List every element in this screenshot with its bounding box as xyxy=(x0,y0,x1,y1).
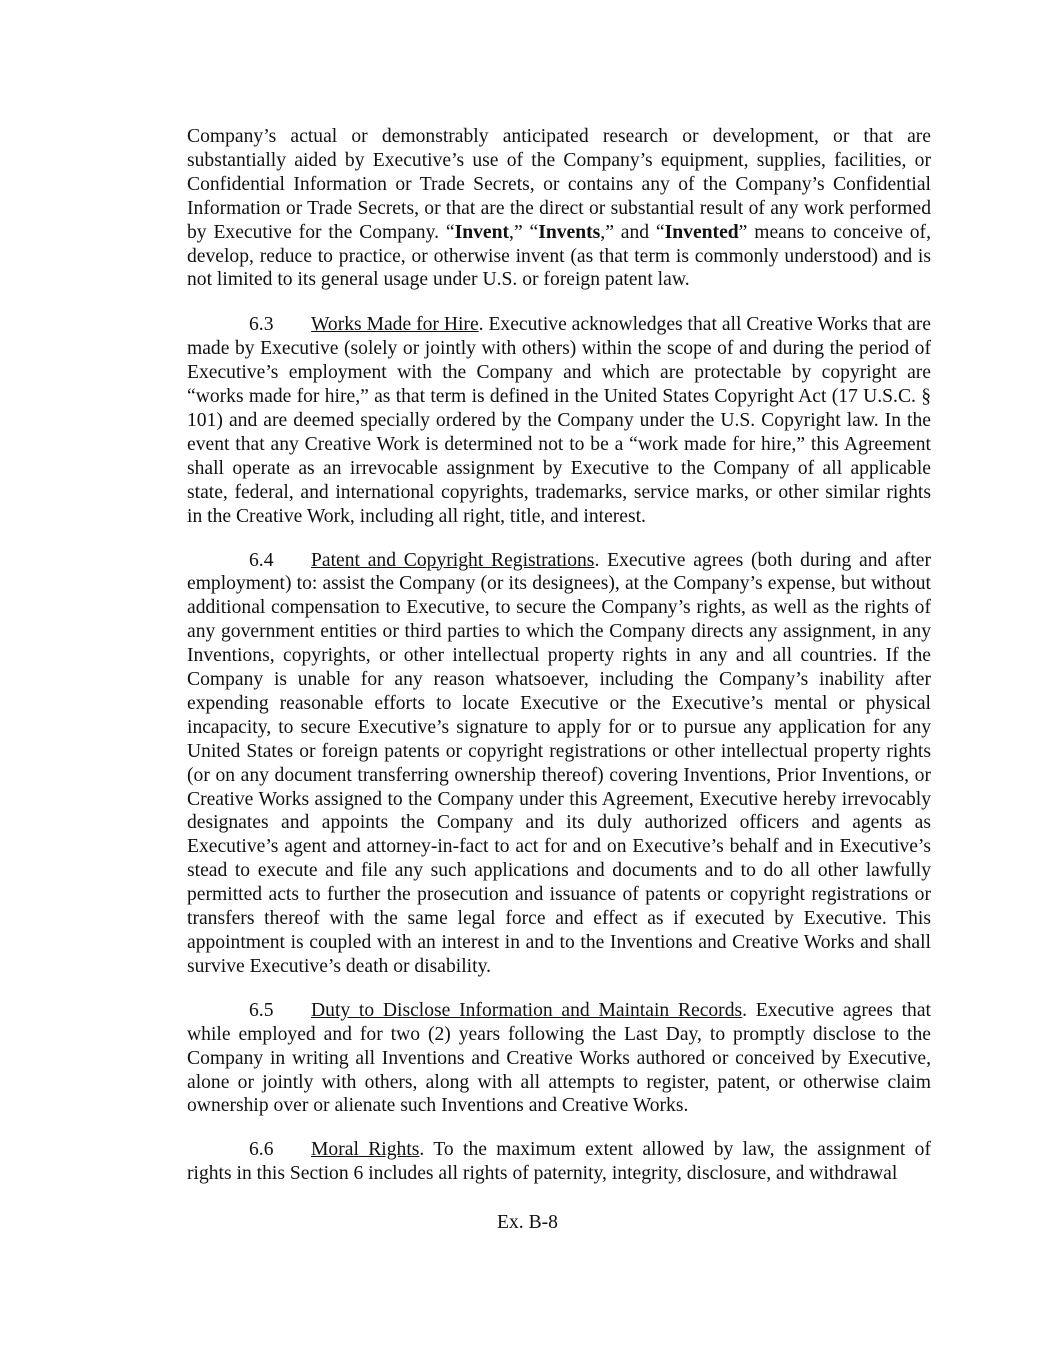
section-6-6 xyxy=(187,1138,931,1186)
page-number: Ex. B-8 xyxy=(497,1212,558,1233)
defined-term-invents: Invents xyxy=(538,221,601,243)
defined-term-invented: Invented xyxy=(664,221,739,243)
section-body: . Executive acknowledges that all Creative Works that are made by Executive (solely or jointly with others) within the scope of and during the period of Executive’s employment with the Company and which are protectable by copyright are “works made for hire,” as that term is defined in the United States Copyright Act (17 U.S.C. § 101) and are deemed specially ordered by the Company under the U.S. Copyright law. In the event that any Creative Work is determined not to be a “work made for hire,” this Agreement shall operate as an irrevocable assignment by Executive to the Company of all applicable state, federal, and international copyrights, trademarks, service marks, or other similar rights in the Creative Work, including all right, title, and interest. xyxy=(187,314,931,527)
section-body: . To the maximum extent allowed by law, the assignment of rights in this Section 6 includes all rights of paternity, integrity, disclosure, and withdrawal xyxy=(187,1139,931,1185)
paragraph-6-2-continued: Company’s actual or demonstrably anticipated research or development, or that are substantially aided by Executive’s use of the Company’s equipment, supplies, facilities, or Confidential Information or Trade Secrets, or contains any of the Company’s Confidential Information or Trade Secrets, or that are the direct or substantial result of any work performed by Executive for the Company. “Invent,” “Invents,” and “Invented” means to conceive of, develop, reduce to practice, or otherwise invent (as that term is commonly understood) and is not limited to its general usage under U.S. or foreign patent law. xyxy=(187,126,931,291)
section-heading: Patent and Copyright Registrations xyxy=(311,549,595,571)
section-body: . Executive agrees (both during and after employment) to: assist the Company (or its designees), at the Company’s expense, but without additional compensation to Executive, to secure the Company’s rights, as well as the rights of any government entities or third parties to which the Company directs any assignment, in any Inventions, copyrights, or other intellectual property rights in any and all countries. If the Company is unable for any reason whatsoever, including the Company’s inability after expending reasonable efforts to locate Executive or the Executive’s mental or physical incapacity, to secure Executive’s signature to apply for or to pursue any application for any United States or foreign patents or copyright registrations or other intellectual property rights (or on any document transferring ownership thereof) covering Inventions, Prior Inventions, or Creative Works assigned to the Company under this Agreement, Executive hereby irrevocably designates and appoints the Company and its duly authorized officers and agents as Executive’s agent and attorney-in-fact to act for and on Executive’s behalf and in Executive’s stead to execute and file any such applications and documents and to do all other lawfully permitted acts to further the prosecution and issuance of patents or copyright registrations or transfers thereof with the same legal force and effect as if executed by Executive. This appointment is coupled with an interest in and to the Inventions and Creative Works and shall survive Executive’s death or disability. xyxy=(187,549,931,977)
section-number: 6.5 xyxy=(249,999,274,1021)
section-6-3 xyxy=(187,313,931,528)
section-heading: Works Made for Hire xyxy=(311,314,479,336)
section-body: . Executive agrees that while employed and for two (2) years following the Last Day, to promptly disclose to the Company in writing all Inventions and Creative Works authored or conceived by Executive, alone or jointly with others, along with all attempts to register, patent, or otherwise claim ownership over or alienate such Inventions and Creative Works. xyxy=(187,999,931,1117)
section-number: 6.6 xyxy=(249,1139,274,1161)
section-6-5 xyxy=(187,999,931,1119)
section-6-4 xyxy=(187,549,931,979)
section-number: 6.3 xyxy=(249,314,274,336)
defined-term-invent: Invent xyxy=(454,221,510,243)
body-text xyxy=(187,125,931,1186)
section-number: 6.4 xyxy=(249,549,274,571)
section-heading: Duty to Disclose Information and Maintain Records xyxy=(311,999,743,1021)
section-heading: Moral Rights xyxy=(311,1139,420,1161)
